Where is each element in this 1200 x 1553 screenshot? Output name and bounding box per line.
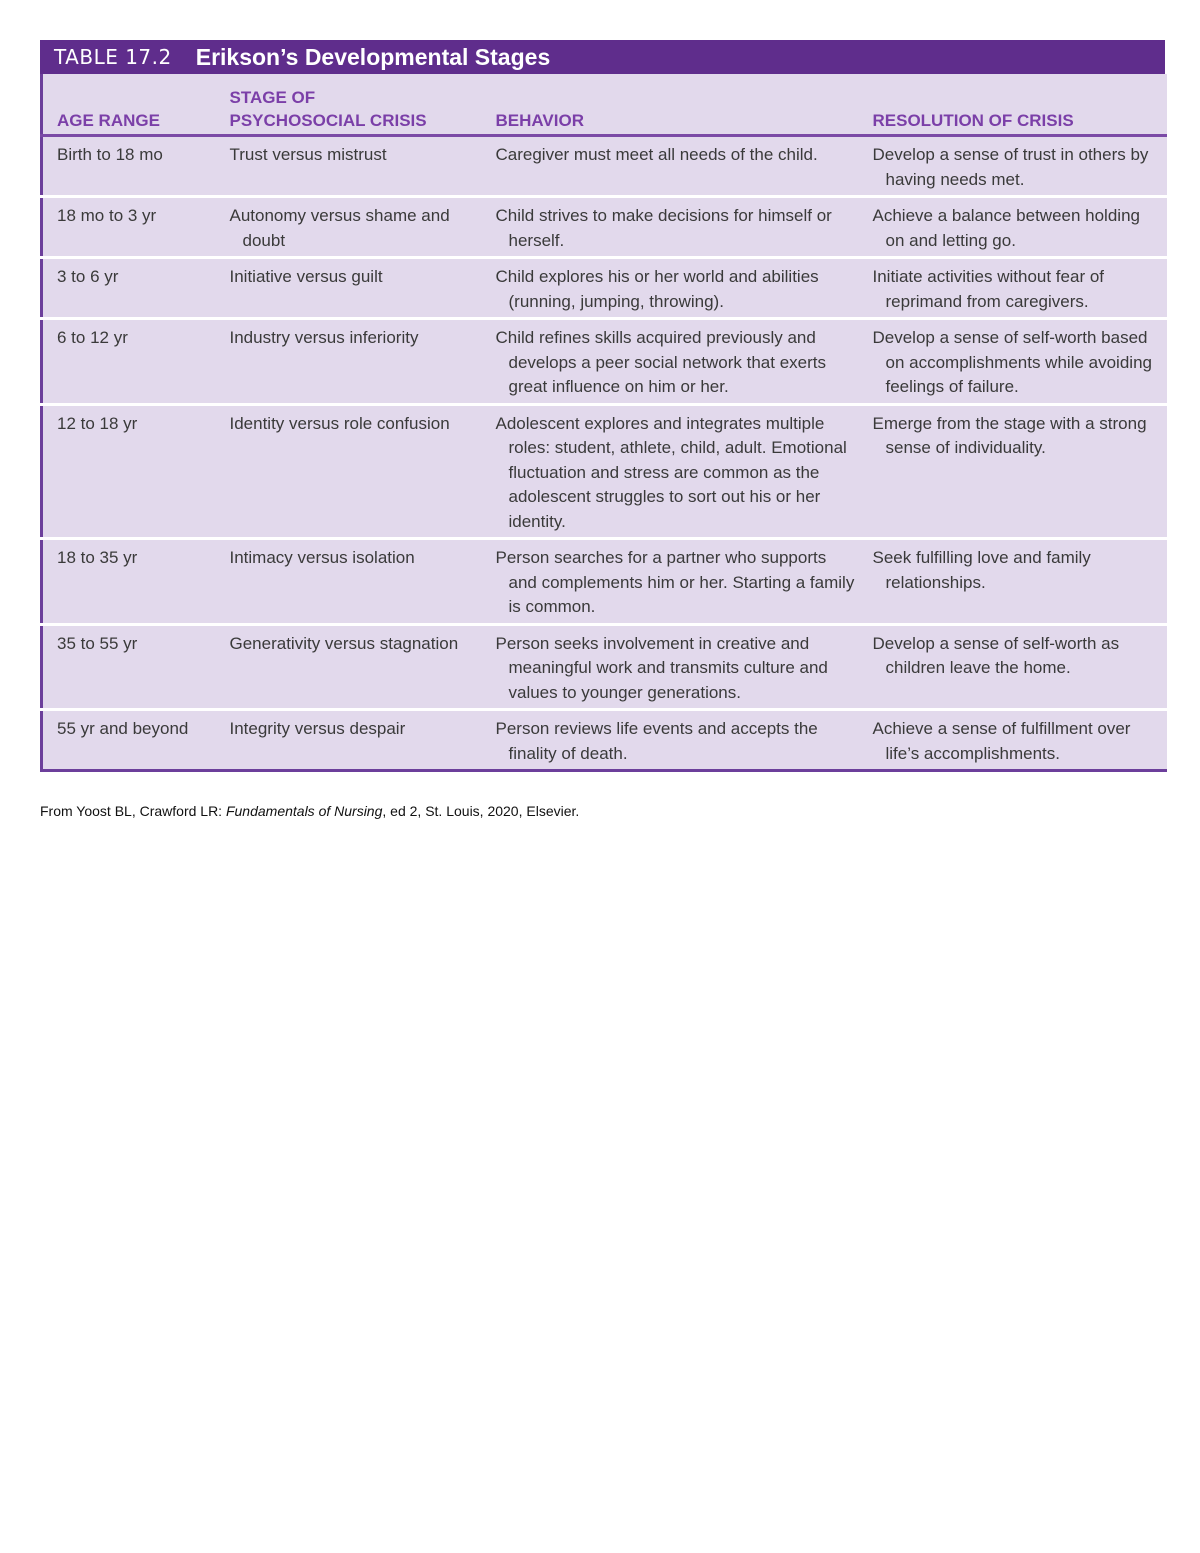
source-suffix: , ed 2, St. Louis, 2020, Elsevier. [382, 803, 580, 819]
header-stage [216, 74, 482, 136]
table-row [42, 197, 1167, 258]
cell-age: 55 yr and beyond [57, 719, 189, 738]
cell-age: 18 to 35 yr [57, 548, 138, 567]
cell-stage: Identity versus role confusion [229, 413, 450, 433]
source-prefix: From Yoost BL, Crawford LR: [40, 803, 226, 819]
cell-resolution: Achieve a balance between holding on and letting go. [872, 206, 1140, 250]
cell-stage: Industry versus inferiority [229, 328, 419, 347]
cell-behavior: Child refines skills acquired previously and develops a peer social network that exerts great influence on him or her. [495, 328, 827, 396]
table-row [42, 710, 1167, 771]
source-citation [40, 803, 579, 819]
cell-behavior: Person searches for a partner who supports and complements him or her. Starting a family is common. [495, 548, 855, 616]
erikson-table [40, 40, 1165, 772]
cell-age: 12 to 18 yr [57, 413, 138, 433]
cell-stage: Intimacy versus isolation [229, 548, 415, 567]
cell-behavior: Child explores his or her world and abilities (running, jumping, throwing). [495, 267, 819, 311]
cell-resolution: Develop a sense of trust in others by having needs met. [872, 145, 1149, 189]
table-label: TABLE 17.2 [54, 45, 172, 69]
header-resolution: RESOLUTION OF CRISIS [859, 74, 1167, 136]
header-stage-line2: PSYCHOSOCIAL CRISIS [229, 111, 427, 130]
table-row [42, 136, 1167, 197]
table-row [42, 319, 1167, 405]
cell-resolution: Achieve a sense of fulfillment over life’s accomplishments. [872, 719, 1131, 763]
header-stage-line1: STAGE OF [229, 88, 316, 107]
cell-behavior: Child strives to make decisions for himself or herself. [495, 206, 832, 250]
table-title-bar [40, 40, 1165, 74]
header-row [42, 74, 1167, 136]
cell-age: Birth to 18 mo [57, 145, 163, 164]
cell-stage: Trust versus mistrust [229, 145, 387, 164]
table-row [42, 624, 1167, 710]
cell-resolution: Emerge from the stage with a strong sense of individuality. [872, 413, 1147, 457]
cell-behavior: Caregiver must meet all needs of the child. [495, 145, 818, 164]
cell-stage: Integrity versus despair [229, 719, 406, 738]
cell-behavior: Person seeks involvement in creative and meaningful work and transmits culture and values to younger generations. [495, 633, 828, 702]
cell-stage: Generativity versus stagnation [229, 633, 459, 653]
table-row [42, 258, 1167, 319]
cell-stage: Initiative versus guilt [229, 267, 383, 286]
table-row [42, 539, 1167, 625]
header-behavior: BEHAVIOR [482, 74, 859, 136]
cell-stage: Autonomy versus shame and doubt [229, 206, 450, 250]
source-book-title: Fundamentals of Nursing [225, 803, 383, 819]
cell-resolution: Develop a sense of self-worth as children leave the home. [872, 633, 1120, 677]
stages-table [40, 74, 1167, 772]
cell-age: 35 to 55 yr [57, 633, 138, 653]
cell-resolution: Develop a sense of self-worth based on accomplishments while avoiding feelings of failure. [872, 328, 1152, 396]
cell-resolution: Seek fulfilling love and family relationships. [872, 548, 1091, 592]
cell-behavior: Person reviews life events and accepts the finality of death. [495, 719, 818, 763]
header-age-range: AGE RANGE [42, 74, 216, 136]
table-title: Erikson’s Developmental Stages [195, 43, 551, 70]
table-row [42, 404, 1167, 539]
cell-age: 18 mo to 3 yr [57, 206, 157, 225]
cell-age: 6 to 12 yr [57, 328, 128, 347]
cell-resolution: Initiate activities without fear of reprimand from caregivers. [872, 267, 1105, 311]
cell-behavior: Adolescent explores and integrates multiple roles: student, athlete, child, adult. Emotional fluctuation and stress are common as the adolescent struggles to sort out his or her identity. [495, 413, 847, 531]
cell-age: 3 to 6 yr [57, 267, 119, 286]
